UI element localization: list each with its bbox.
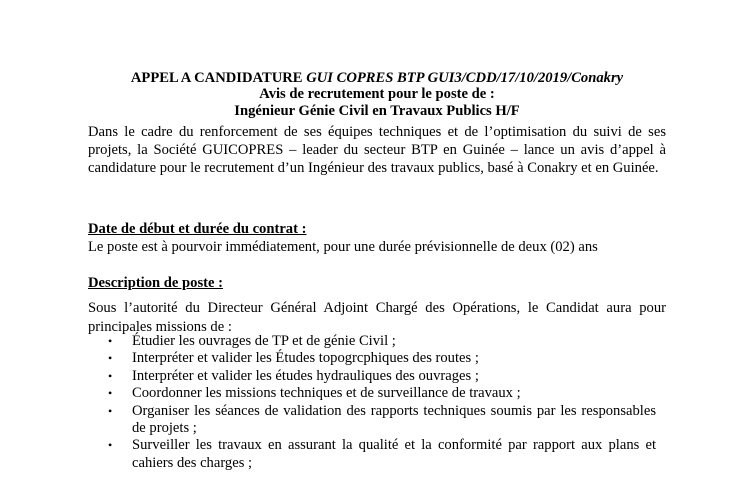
header-title-line bbox=[88, 70, 666, 86]
mission-list bbox=[108, 333, 656, 472]
description-section-title: Description de poste : bbox=[88, 275, 223, 291]
header-subtitle: Avis de recrutement pour le poste de : bbox=[259, 86, 495, 103]
bullet-dot-icon: • bbox=[108, 438, 113, 453]
bullet-dot-icon: • bbox=[108, 368, 113, 383]
contract-section-text: Le poste est à pourvoir immédiatement, pour une durée prévisionnelle de deux (02) ans bbox=[88, 239, 598, 255]
mission-text: Étudier les ouvrages de TP et de génie Civil ; bbox=[132, 333, 396, 349]
document-header bbox=[88, 70, 666, 119]
title-plain: APPEL A CANDIDATURE bbox=[130, 70, 303, 86]
list-item bbox=[108, 350, 656, 367]
bullet-dot-icon: • bbox=[108, 351, 113, 366]
intro-paragraph: Dans le cadre du renforcement de ses équipes techniques et de l’optimisation du suivi de ses projets, la Société GUICOPRES – leader du secteur BTP en Guinée – lance un avis d’appel à candidature pour le recrutement d’un Ingénieur des travaux publics, basé à Conakry et en Guinée. bbox=[88, 124, 666, 177]
header-position: Ingénieur Génie Civil en Travaux Publics H/F bbox=[234, 102, 520, 119]
list-item bbox=[108, 385, 656, 402]
mission-text: Interpréter et valider les études hydrauliques des ouvrages ; bbox=[132, 367, 479, 384]
description-intro: Sous l’autorité du Directeur Général Adjoint Chargé des Opérations, le Candidat aura pour principales missions de : bbox=[88, 300, 666, 335]
mission-text: Organiser les séances de validation des rapports techniques soumis par les responsables de projets ; bbox=[132, 402, 656, 437]
bullet-dot-icon: • bbox=[108, 403, 113, 418]
list-item bbox=[108, 333, 656, 350]
list-item bbox=[108, 403, 656, 438]
list-item bbox=[108, 437, 656, 472]
mission-text: Interpréter et valider les Études topogrcphiques des routes ; bbox=[132, 350, 479, 367]
contract-section-title: Date de début et durée du contrat : bbox=[88, 221, 307, 237]
mission-text: Surveiller les travaux en assurant la qualité et la conformité par rapport aux plans et cahiers des charges ; bbox=[132, 437, 656, 471]
title-reference: GUI COPRES BTP GUI3/CDD/17/10/2019/Conakry bbox=[306, 70, 624, 86]
bullet-dot-icon: • bbox=[108, 334, 113, 348]
bullet-dot-icon: • bbox=[108, 386, 113, 401]
mission-text: Coordonner les missions techniques et de surveillance de travaux ; bbox=[132, 385, 521, 402]
list-item bbox=[108, 368, 656, 385]
